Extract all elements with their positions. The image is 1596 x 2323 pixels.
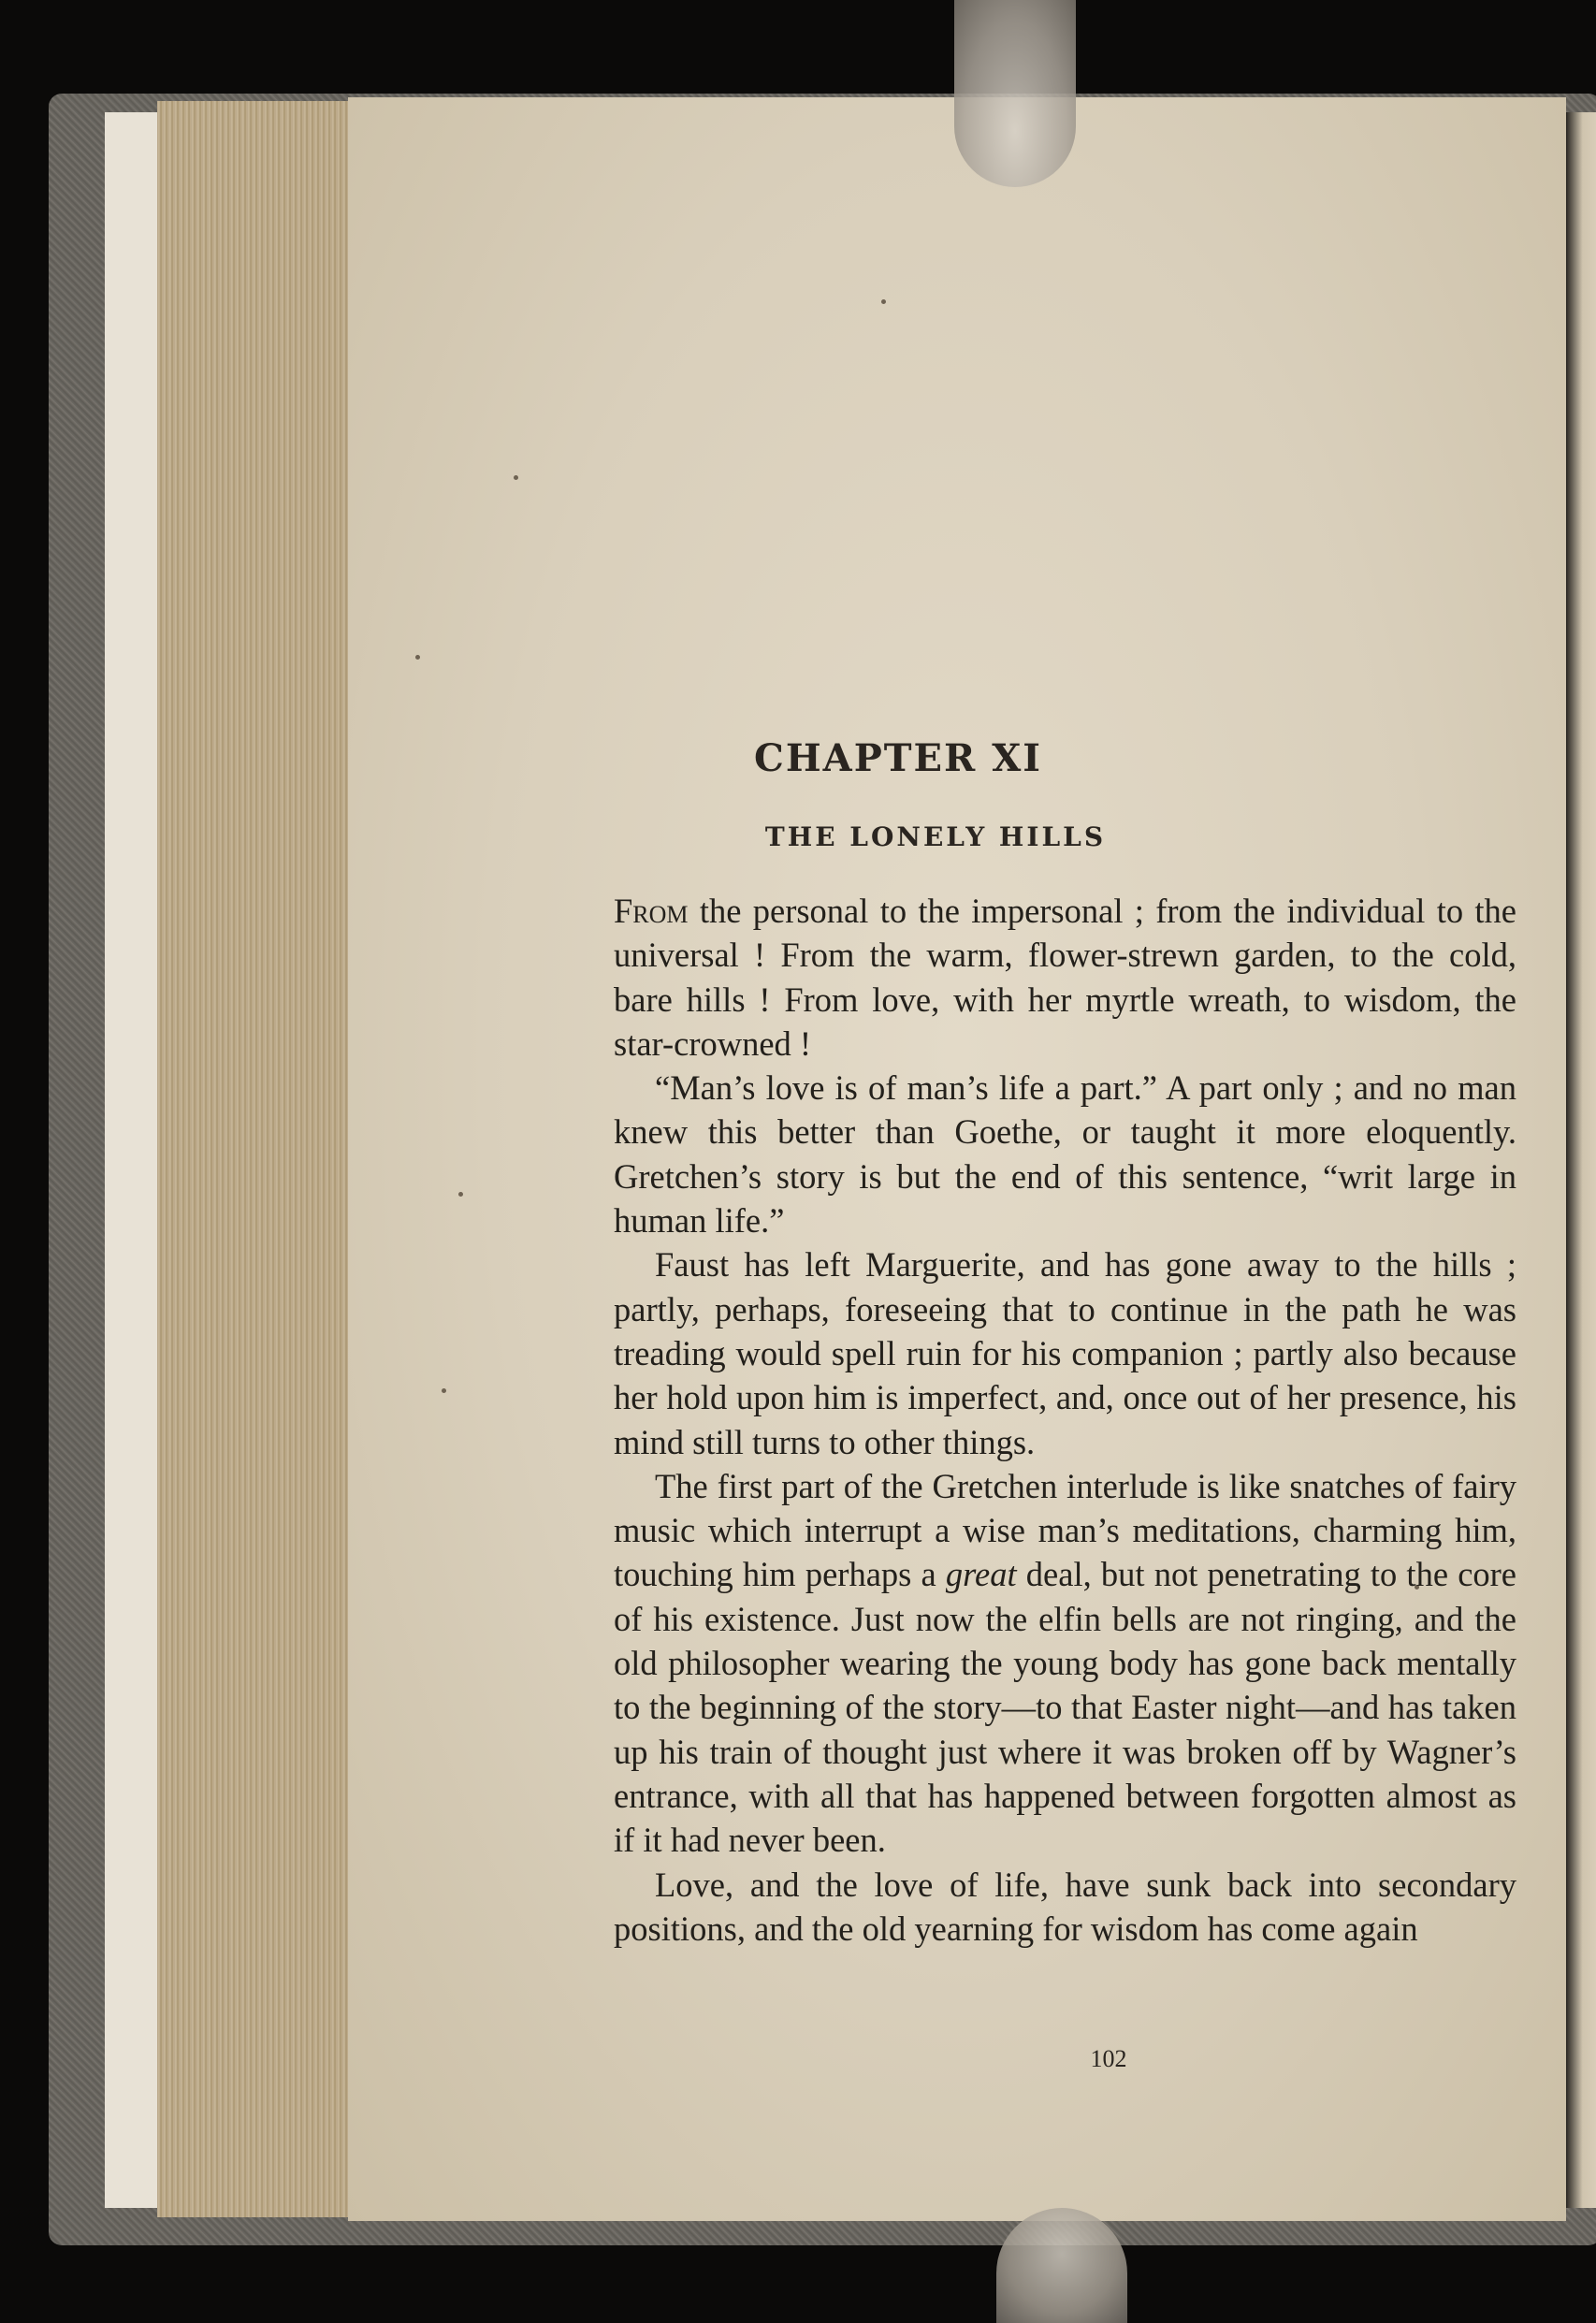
paper-speck	[881, 299, 886, 304]
paragraph-text: deal, but not penetrating to the core of his existence. Just now the elfin bells are not ringing, and the old philosopher wearing the young body has gone back mentally to the beginning of the story—to that Easter night—and has taken up his train of thought just where it was broken off by Wagner’s entrance, with all that has happened between forgotten almost as if it had never been.	[614, 1555, 1516, 1860]
chapter-subtitle: THE LONELY HILLS	[764, 821, 1107, 852]
paragraph-text: the personal to the impersonal ; from the individual to the universal ! From the warm, flower-strewn garden, to the cold, bare hills ! From love, with her myrtle wreath, to wisdom, the star-crowned !	[614, 892, 1516, 1063]
chapter-title: CHAPTER XI	[754, 736, 1042, 780]
paragraph	[614, 1863, 1516, 1952]
facing-page-sliver	[1566, 112, 1596, 2208]
paragraph	[614, 889, 1516, 1066]
paragraph-text: Faust has left Marguerite, and has gone away to the hills ; partly, perhaps, foreseeing that to continue in the path he was treading would spell ruin for his companion ; partly also because her hold upon him is imperfect, and, once out of her presence, his mind still turns to other things.	[614, 1245, 1516, 1461]
paragraph	[614, 1066, 1516, 1242]
page-fore-edge	[105, 112, 161, 2208]
paper-speck	[458, 1192, 463, 1197]
paper-speck	[442, 1388, 446, 1393]
emphasis-word: great	[945, 1555, 1017, 1594]
paragraph-lead: From	[614, 892, 689, 930]
paper-speck	[514, 475, 518, 480]
paragraph-text: The first part of the Gretchen interlude is like snatches of fairy music which interrupt a wise man’s meditations, charming him, touching him perhaps a	[614, 1466, 1516, 1594]
paragraph-text: “Man’s love is of man’s life a part.” A part only ; and no man knew this better than Goethe, or taught it more eloquently. Gretchen’s story is but the end of this sentence, “writ large in human life.”	[614, 1068, 1516, 1241]
paragraph	[614, 1464, 1516, 1863]
page-stack	[157, 101, 354, 2217]
paper-speck	[415, 655, 420, 660]
body-text	[614, 889, 1516, 1951]
page-clip-top	[954, 0, 1076, 187]
paragraph	[614, 1242, 1516, 1463]
paragraph-text: Love, and the love of life, have sunk back into secondary positions, and the old yearning for wisdom has come again	[614, 1865, 1516, 1948]
page-number: 102	[1090, 2045, 1127, 2072]
